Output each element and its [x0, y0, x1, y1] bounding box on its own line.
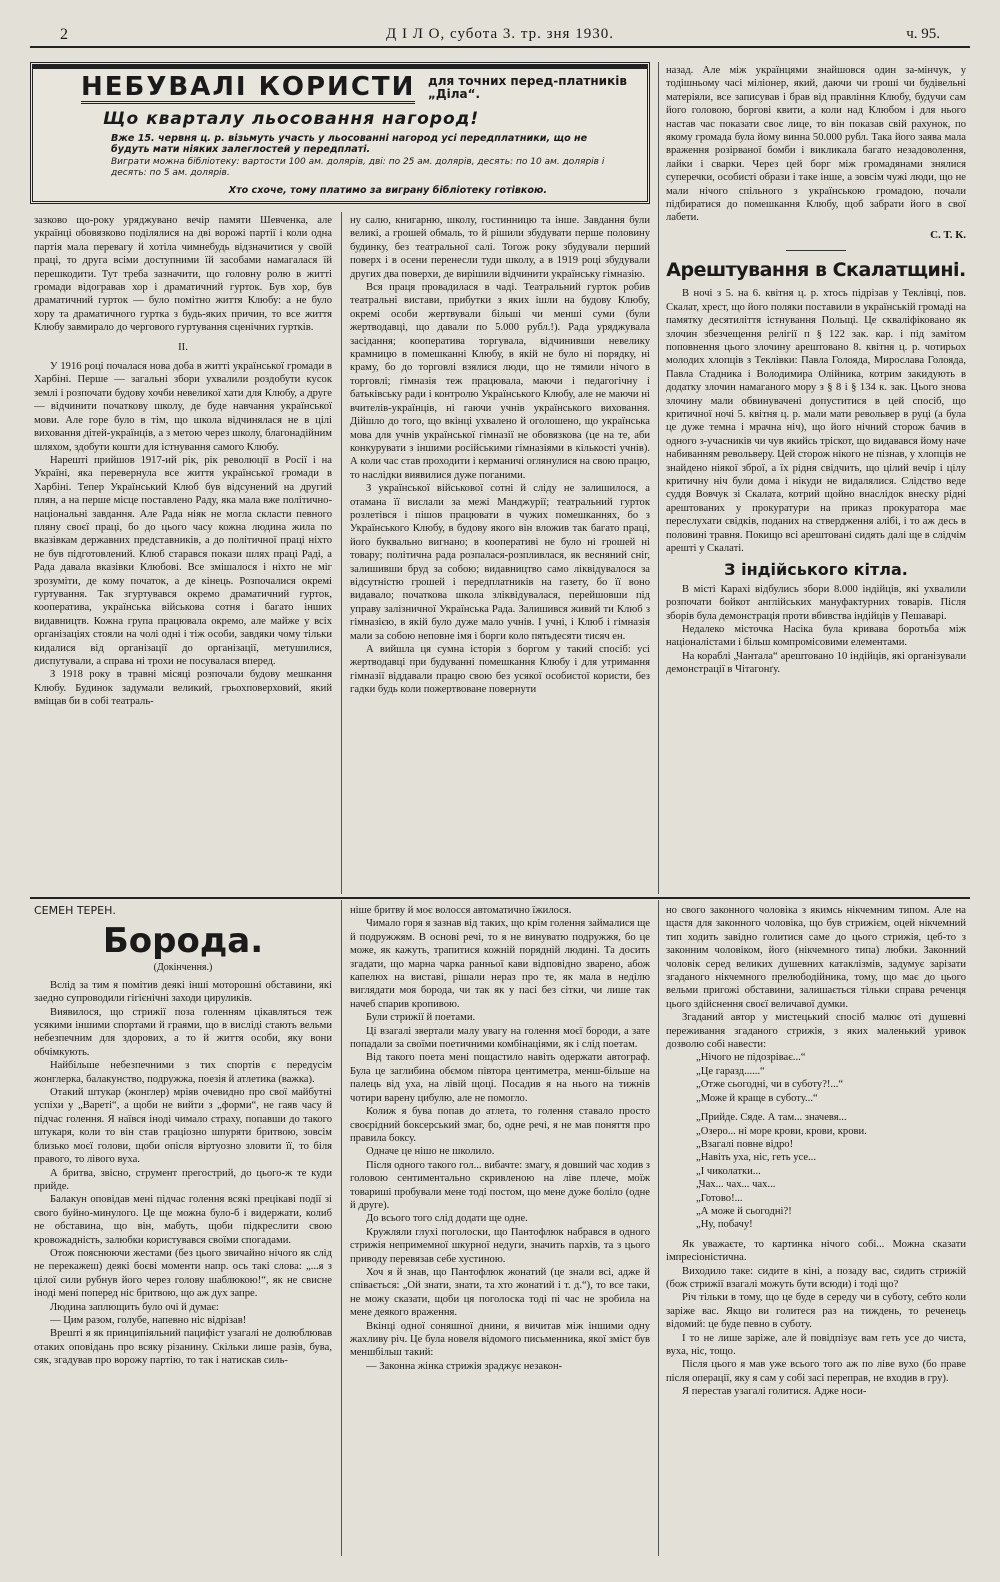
dialog-line: „Готово!...: [696, 1192, 743, 1204]
feuilleton-paragraph: Людина заплющить було очі й думає:: [50, 1301, 219, 1313]
article1-paragraph: У 1916 році почалася нова доба в житті української громади в Харбіні. Перше — загальні збори ухвалили роздобути кусок землі і розпочати будову хочби невеликої хати для Клюбу, а друге — відчинити початкову школу, де буде навчання української мови. Але горе було в тім, що школа відчинялася не в цілі виховання дітей-українців, а з метою через школу, благонадійним шляхом, здобути кошти для істнування самого Клюбу.: [34, 361, 332, 453]
dialog-line: „Нічого не підозріває...“: [696, 1052, 806, 1064]
column-divider: [341, 212, 342, 894]
article1-paragraph: Вся праця провадилася в чаді. Театральний гурток робив театральні вистави, прибутки з яких ішли на будову Клюбу, окремі особи жертвували більші чи менші суми (були жертводавці, що давали по 5.000 рубл.!). Рада уряджувала засідання; кооператива торгувала, відчинивши невелику крамницю в помешканні Клюбу, в якій не було ні порядку, ні краму, бо до торговлі взялися люди, що не тямили нічого в торговлі; гімназія теж працювала, маючи і педагогічну і батьківську ради і контролю Українського Клюбу, але не маючи ні вчителів-українців, ні гаючи учнів українського виховання. Дійшло до того, що вкінці ухвалено й оголошено, що українська мова для учнів української гімназії не обовязкова (це на те, аби конкурувати з іншими російськими гімназіями в кількості учнів). А коли час став проходити і керманичі оглянулися на свою працю, то наслідки виявилися дуже поганими.: [350, 282, 650, 481]
feuilleton-paragraph: Найбільше небезпечними з тих спортів є передусім жонглерка, балакунство, подружжа, поезія й атлетика (важка).: [34, 1060, 332, 1085]
feuilleton-paragraph: Отож пояснюючи жестами (без цього звичайно нічого як слід не перекажеш) деякі боєві моменти напр. ось такі слова: „...я з цілої сили рубнув його через голову шаблюкою!“, як не свисне іноді мені поперед ніс бритвою, що аж дух запре.: [34, 1247, 332, 1300]
article1-paragraph: зазково що-року уряджувано вечір памяти Шевченка, але українці обовязково поділялися на дві ворожі партії і коли одна партія мала перевагу й хотіла чимнебудь відзначитися у своїй праці, то друга всіми доступними їй засобами намагалася їй перешкодити. Тут треба зазначити, що головну ролю в житті громади відогравав хор і драматичний гурток. Був хор, був драматичний гурток — було помітно життя Клюбу: а не було хору та драматичного гуртка з будь-яких причин, то все життя Клюбу завмирало до чергового гуртування сценічних гуртків.: [34, 215, 332, 334]
feuilleton-paragraph: Вкінці одної соняшної днини, я вичитав між іншими одну жахливу річ. Це була новеля відомого письменника, якої зміст був меншбільш такий:: [350, 1320, 650, 1359]
dialog-line: „Прийде. Сяде. А там... значевя...: [696, 1112, 847, 1124]
article3-paragraph: В місті Карахі відбулись збори 8.000 індійців, які ухвалили розпочати бойкот англійських мануфактурних товарів. Після зборів була демонстрація проти вбивства індійців у Пешаварі.: [666, 583, 966, 622]
feuilleton-paragraph: — Цим разом, голубе, напевно ніс відрізав!: [50, 1314, 247, 1326]
masthead: Д І Л О, субота 3. тр. зня 1930.: [386, 26, 614, 42]
feuilleton-paragraph: Згаданий автор у мистецький спосіб малює оті душевні переживання згаданого стрижія, з яких маленький уривок дозволю собі навести:: [666, 1012, 966, 1051]
feuilleton-paragraph: Як уважаєте, то картинка нічого собі... Можна сказати імпресіоністична.: [666, 1238, 966, 1264]
article3-paragraph: Недалеко місточка Насіка була кривава боротьба між націоналістами і більш компромісовими елементами.: [666, 624, 966, 649]
article2-title: Арештування в Скалатщині.: [666, 259, 966, 282]
advert-line-3: Хто схоче, тому платимо за виграну бібліотеку готівкою.: [228, 185, 547, 196]
article1-paragraph: З української військової сотні й сліду не залишилося, а отамана її вислали за межі Манджурії; театральний гурток розлетівся і пішов працювати в чужих помешканнях, бо з Українського Клюбу, в будову якого він вложив так багато праці, його буквально вигнано; в кооперативі не було ні грошей ні товару; політична рада розпалася-розпливлася, як весняний сніг, залишивши бруд за собою; видавництво само ліквідувалося за відсутністю грошей і передплатників на газету, бо її воно видавало; початкова школа зліквідувалася, перейшовши під управу залізничної Українська Рада. Залишився живий ти Клюб з гімназією, в якій було дуже мало учнів. І учні, і Клюб і гімназія мали за собою неповне імя і борги коло пятьдесяти тисяч ен.: [350, 483, 650, 642]
column-divider: [658, 62, 659, 894]
feuilleton-paragraph: Чимало горя я зазнав від таких, що крім голення займалися ще й подружжям. В основі речі, то я не винуватю подружжя, бо це може, як кажуть, трапитися кожній порядній людині. Та досить згадати, що марна чарка ранньої кави відповідно зварено, абож капелюх на виставі, рішали нераз про те, як мала в неділю виглядати моя борода, чи так як у пасі без сітки, чи лише так начеб спарив кропивою.: [350, 918, 650, 1010]
feuilleton-paragraph: Виходило таке: сидите в кіні, а позаду вас, сидить стрижій (бож стрижії взагалі можуть бути всюди) і тоді що?: [666, 1265, 966, 1290]
advert-line-1: Вже 15. червня ц. р. візьмуть участь у льосованні нагород усі передплатники, що не будуть мати ніяких залеглостей у передплаті.: [111, 133, 588, 155]
advert-title-side: для точних перед-платників „Діла“.: [428, 74, 627, 101]
feuilleton-paragraph: но свого законного чоловіка з якимсь нікчемним типом. Але на щастя для законного чоловіка, що був стрижієм, оцей нікчемний тип ходить завідно голитися саме до цього стрижія, цеб-то з законним чоловіком, його (нікчемного типа) любки. Законний чоловік серед великих душевних катаклізмів, задумує зарізати згаданого нікчемного прелюбодійника, тому, що має до цього вельми пригожі обставини, залишається тільки справа реченця цього здійснення своєї величавої думки.: [666, 905, 966, 1010]
dialog-line: „Може й краще в суботу...“: [696, 1092, 818, 1104]
feuilleton-column-2: [350, 904, 650, 1554]
feuilleton-paragraph: Виявилося, що стрижії поза голенням цікавляться теж усякими іншими спортами й граями, що в висліді стають вельми небезпечним для здорових, а то й життя особи, яку вони обчімкують.: [34, 1006, 332, 1058]
article2-paragraph: В ночі з 5. на 6. квітня ц. р. хтось підрізав у Теклівці, пов. Скалат, хрест, що його поляки поставили в українській громаді на памятку десятиліття істнування Польщі. Це скваліфіковано як злочин збезчещення релігії п § 122 зак. кар. і під замітом поповнення цього злочину арештовано 8. квітня ц. р. чотирьох молодих хлопців з Теклівки: Павла Голояда, Мирослава Голояда, Павла Стадника і Володимира Олійника, котрим закидують в додатку злочин намаганого мору з § 8 і § 134 к. зак. Цього знова злочину мали обвинувачені допуститися в цей спосіб, що критичної ночі 5. квітня ц. р. мали мати револьвер в руці (а була це дуже темна і мрачна ніч), що його нічний сторож бачив в одного з-учасників чи чув якийсь тріскот, що видавався йому наче набиванням револьверу. Цей сторож нікого не пізнав, у хлопців не знайдено ніякої зброї, а їх рідня свідчить, що цілий вечір і цілу критичну ніч були дома і нікуди не видалялися. Слідство веде суддя Вовчук зі Скалата, котрий щойно внаслідок внеску рідні арештованих у прокуратури на приказ прокуратора має переслухати свідків, поданих на ствердження алібі, і то аж десь в половині травня. Покищо всі арештовані сидять далі ще в слідчім арешті у Скалаті.: [666, 288, 966, 554]
feuilleton-paragraph: Одначе це нішо не школило.: [366, 1146, 495, 1158]
feuilleton-paragraph: А бритва, звісно, струмент прегострий, до цього-ж те куди прийде.: [34, 1167, 332, 1192]
feuilleton-author: СЕМЕН ТЕРЕН.: [34, 904, 116, 917]
article1-section-number: II.: [178, 341, 188, 353]
dialog-line: „І чиколатки...: [696, 1165, 761, 1177]
article3-title: З індійського кітла.: [724, 560, 908, 580]
article1-paragraph: З 1918 року в травні місяці розпочали будову мешкання Клюбу. Будинок задумали великий, грьохповерховий, який вміщав би в собі театраль-: [34, 669, 332, 708]
article1-paragraph: назад. Але між українцями знайшовся один за-мінчук, у тодішньому часі міліонер, який, даючи чи гроші чи будівельні матеріяли, все записував і брав від правління Клюбу, будучи сам його головою, боргові квити, а коли над Клюбом і для нього настав час показати своє лице, то він показав свій рахунок, по якому громада була йому винна 50.000 рубл. Така його заява мала враження розірваної бомби і викликала багато незадоволення, лайки і сварки. Через цей борг між громадянами знялися суперечки, особисті образи і таке інше, а зовсім чужі люди, що не мали нічого спільного з українською громадою, почали підбиратися до помешкання Клюбу, щоб забрати його в свої лабети.: [666, 65, 966, 224]
feuilleton-paragraph: Кружляли глухі поголоски, що Пантофлюк набрався в одного стрижія непримемної шкурної недуги, значить пархів, та з цього приводу перевязав себе хустиною.: [350, 1226, 650, 1265]
article1-paragraph: Нарешті прийшов 1917-ий рік, рік революції в Росії і на Україні, яка перевернула все життя української громади в Харбіні. Тепер Український Клюб був відсунений на другий плян, а на перше місце поставлено Раду, яка мала вже політично-національні завдання. Але Рада ніяк не могла скласти певного пляну своєї праці, бо до цього часу кожна людина жила по вказівкам державних представників, а до політичної праці ніхто не був підготовлений. Клюб старався покази шлях праці Раді, а Рада давала вказівки Клюбові. Все змішалося і ніхто не міг зрозуміти, де кому початок, а де кінець. Розпочалися окремі гуртування. Так згуртувався окремо драматичний гурток, кооператива, українська військова сотня і багато інших видавництв. Кожна група працювала окремо, але майже у всіх організаціях стояли на чолі одні і тіж особи, завдяки чому тільки кидалися від організації до організації, метушилися, диспутували, а справа ні трохи не посувалася вперед.: [34, 454, 332, 667]
feuilleton-column-3: [666, 904, 966, 1554]
article1-column-1: [34, 214, 332, 892]
article3-paragraph: На кораблі „Чантала“ арештовано 10 індійців, які організували демонстрації в Чітагонґу.: [666, 650, 966, 676]
feuilleton-paragraph: Від такого поета мені пощастило навіть одержати автограф. Була це заглибина обємом півтора центиметра, менш-більше на палець від уха, на лівій щоці. Посадив я на нього на тижнів чотири варену цибулю, але не помогло.: [350, 1052, 650, 1104]
dialog-line: „Озеро... ні море крови, крови, крови.: [696, 1125, 867, 1137]
dialog-line: „Ну, побачу!: [696, 1219, 753, 1231]
advert-line-2: Виграти можна бібліотеку: вартости 100 ам. долярів, дві: по 25 ам. долярів, десять: по 10 ам. долярів і десять: по 5 ам. долярів.: [111, 157, 605, 178]
column-divider: [341, 900, 342, 1556]
feuilleton-paragraph: Ці взагалі звертали малу увагу на голення моєї бороди, а зате попадали за своїми поетичними комбінаціями, як і слід поетам.: [350, 1025, 650, 1051]
section-divider: [30, 897, 970, 899]
feuilleton-paragraph: Після цього я мав уже всього того аж по ліве вухо (бо праве після операції, яку я сам у собі засі переправ, не входив в гру).: [666, 1359, 966, 1384]
feuilleton-paragraph: Врешті я як принципіяльний пацифіст узагалі не долюблював отаких оповідань про всяку різанину. Скільки лише разів, бува, сяк, згадував про ворожу партію, то так і натискав силь-: [34, 1328, 332, 1367]
feuilleton-paragraph: До всього того слід додати ще одне.: [366, 1213, 528, 1225]
dialog-line: „Це гаразд......“: [696, 1065, 765, 1077]
feuilleton-paragraph: Балакун оповідав мені підчас голення всякі прецікаві події зі свого буйно-минулого. Це ще можна було-б і видержати, колиб не обставина, що він, мабуть, щоби підкреслити свою кровожадність, залюбки користувався своїми спогадами.: [34, 1194, 332, 1246]
article1-signature: С. Т. К.: [930, 228, 966, 241]
advert-top-bar: [33, 65, 647, 69]
feuilleton-paragraph: Я перестав узагалі голитися. Адже носи-: [682, 1386, 867, 1398]
feuilleton-paragraph: Хоч я й знав, що Пантофлюк жонатий (це знали всі, адже й співається: „Ой знати, знати, та хто жонатий і т. д.“), то все таки, не можу сказати, щоби ця поголоска тоді пі час не зробила на мене деякого враження.: [350, 1266, 650, 1319]
advert-title: НЕБУВАЛІ КОРИСТИ: [81, 72, 416, 102]
feuilleton-paragraph: Були стрижії й поетами.: [366, 1012, 476, 1024]
feuilleton-column-1: [34, 904, 332, 1554]
column-divider: [658, 900, 659, 1556]
feuilleton-paragraph: Річ тільки в тому, що це буде в середу чи в суботу, себто коли заріже вас. Якщо ви голитеся раз на тиждень, то реченець відомий: це буде певно в суботу.: [666, 1292, 966, 1331]
feuilleton-paragraph: Отакий штукар (жонглер) мріяв очевидно про свої майбутні успіхи у „Вареті“, а щоби не вийти з „форми“, не гаяв часу й підчас голення. Я наївся іноді чимало страху, попавши до такого штукаря, коли то він став граціозно шпуряти бритвою, зовсім близько моєї голови, щоби опісля віртуозно зловити її, то біля правого, то лівого вуха.: [34, 1087, 332, 1166]
separator-rule: [786, 250, 846, 251]
issue-number: ч. 95.: [906, 26, 940, 42]
feuilleton-paragraph: — Законна жінка стрижія зраджує незакон-: [366, 1360, 563, 1372]
advert-subtitle: Що кварталу льосовання нагород!: [103, 109, 480, 129]
article1-column-2: [350, 214, 650, 892]
feuilleton-continuation: (Докінчення.): [153, 962, 213, 974]
feuilleton-paragraph: Колиж я бува попав до атлета, то голення ставало просто своєрідний боксерський змаг, бо, одне речі, я не мав поняття про правила боксу.: [350, 1106, 650, 1144]
dialog-line: „Навіть уха, ніс, геть усе...: [696, 1152, 816, 1164]
feuilleton-title: Борода.: [102, 921, 264, 962]
dialog-line: „Взагалі повне відро!: [696, 1138, 794, 1150]
feuilleton-paragraph: ніше бритву й моє волосся автоматично їжилося.: [350, 905, 572, 916]
dialog-line: „Чах... чах... чах...: [696, 1179, 776, 1191]
subscriber-advert: [30, 62, 650, 204]
feuilleton-paragraph: Після одного такого гол... вибачте: змагу, я довший час ходив з головою сентиментально скривленою на ліве плече, моїж товариші пробували мене тоді постом, що мене дуже боліло (одне й друге).: [350, 1159, 650, 1211]
feuilleton-paragraph: Вслід за тим я помітив деякі інші моторошні обставини, які заедно супроводили гігієнічні заходи цируликів.: [34, 979, 332, 1005]
page-number: 2: [60, 26, 68, 43]
dialog-line: „Отже сьогодні, чи в суботу?!...“: [696, 1079, 844, 1091]
dialog-line: „А може й сьогодні?!: [696, 1205, 792, 1217]
article1-paragraph: ну салю, книгарню, школу, гостинницю та інше. Завдання були великі, а грошей обмаль, то й рішили збудувати перше половину будинку, без театральної салі. Тогож року збудували перший поверх і в осени перенесли туди школу, а в 1919 році збудували других два поверхи, де вирішили відчинити українську гімназію.: [350, 215, 650, 280]
feuilleton-paragraph: І то не лише заріже, але й повідпізує вам геть усе до чиста, вуха, ніс, тощо.: [666, 1332, 966, 1357]
page-header: [30, 22, 970, 48]
article1-paragraph: А вийшла ця сумна історія з боргом у такий спосіб: усі жертводавці при будуванні помешкання Клюбу і для утримання гімназії віддавали працю свою без усякої особистої користи, без гадки будь коли пожертвоване повернути: [350, 644, 650, 696]
right-news-column: [666, 64, 966, 892]
